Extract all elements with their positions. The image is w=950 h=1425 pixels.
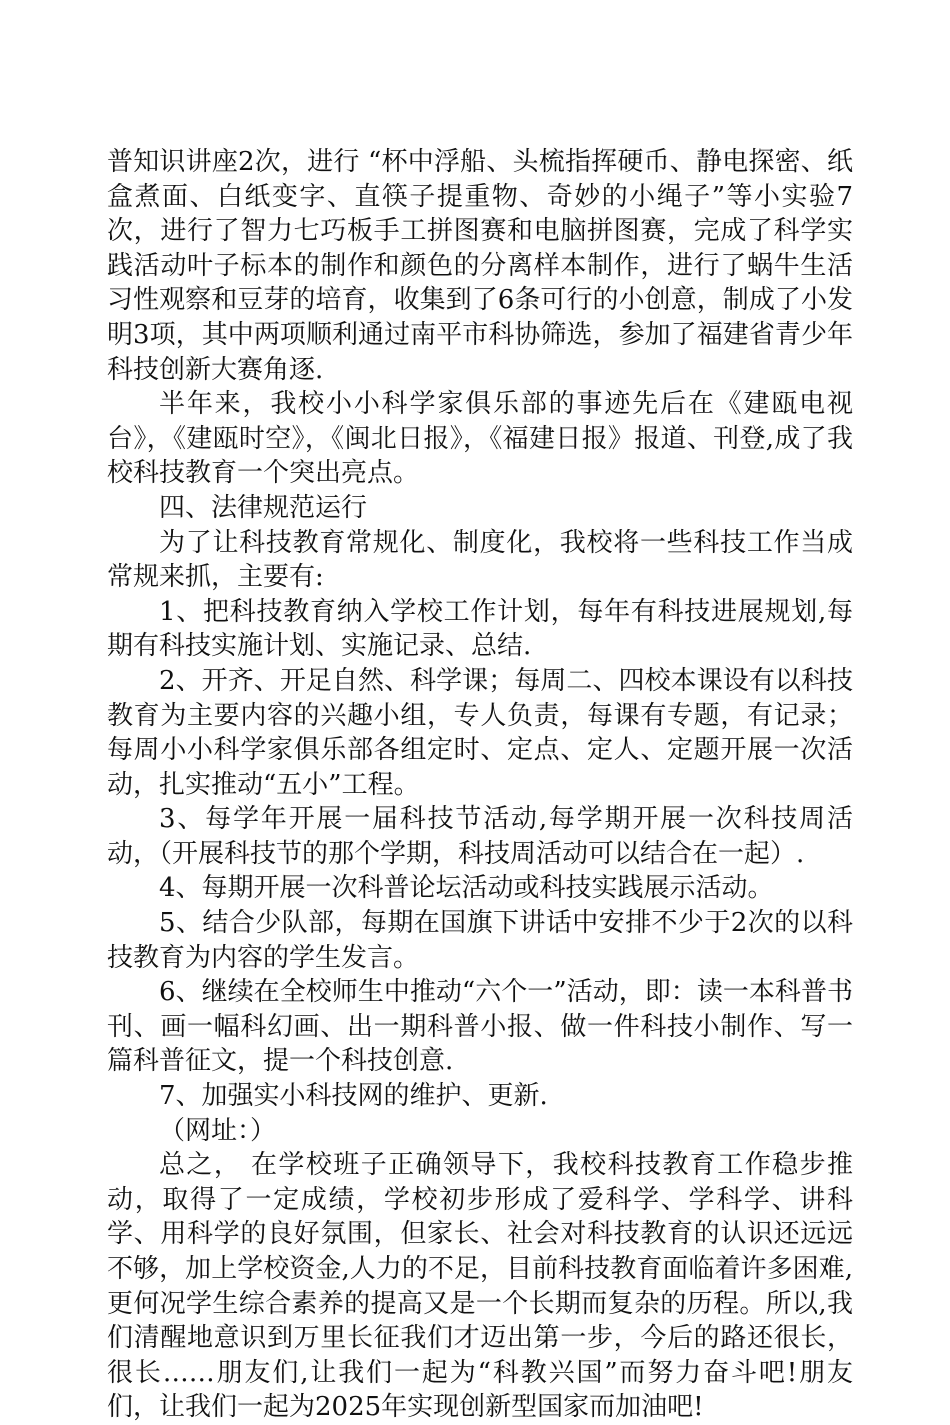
document-body	[107, 145, 853, 1425]
website-note: （网址：）	[159, 1115, 277, 1146]
paragraph-regulation-intro: 为了让科技教育常规化、制度化，我校将一些科技工作当成常规来抓，主要有:	[107, 527, 853, 593]
list-item-5: 5、结合少队部，每期在国旗下讲话中安排不少于2次的以科技教育为内容的学生发言。	[107, 908, 853, 973]
list-item-4: 4、每期开展一次科普论坛活动或科技实践展示活动。	[159, 873, 774, 904]
section-heading-regulation: 四、法律规范运行	[159, 492, 368, 523]
paragraph-conclusion: 总之， 在学校班子正确领导下，我校科技教育工作稳步推动，取得了一定成绩，学校初步形成了爱科学、学科学、讲科学、用科学的良好氛围，但家长、社会对科技教育的认识还远远不够，加上学校资金,人力的不足，目前科技教育面临着许多困难,更何况学生综合素养的提高又是一个长期而复杂的历程。所以,我们清醒地意识到万里长征我们才迈出第一步，今后的路还很长，很长……朋友们,让我们一起为“科教兴国”而努力奋斗吧!朋友们，让我们一起为2025年实现创新型国家而加油吧!	[107, 1150, 853, 1423]
list-item-7: 7、加强实小科技网的维护、更新.	[159, 1081, 548, 1112]
paragraph-science-activities: 普知识讲座2次，进行 “杯中浮船、头梳指挥硬币、静电探密、纸盒煮面、白纸变字、直筷子提重物、奇妙的小绳子”等小实验7次，进行了智力七巧板手工拼图赛和电脑拼图赛，完成了科学实践活动叶子标本的制作和颜色的分离样本制作，进行了蜗牛生活习性观察和豆芽的培育，收集到了6条可行的小创意，制成了小发明3项，其中两项顺利通过南平市科协筛选，参加了福建省青少年科技创新大赛角逐.	[107, 147, 853, 385]
list-item-1: 1、把科技教育纳入学校工作计划，每年有科技进展规划,每期有科技实施计划、实施记录、总结.	[107, 596, 853, 662]
list-item-2: 2、开齐、开足自然、科学课；每周二、四校本课设有以科技教育为主要内容的兴趣小组，专人负责，每课有专题，有记录；每周小小科学家俱乐部各组定时、定点、定人、定题开展一次活动，扎实推动“五小”工程。	[107, 665, 853, 800]
paragraph-media-reports: 半年来，我校小小科学家俱乐部的事迹先后在《建瓯电视台》，《建瓯时空》，《闽北日报》，《福建日报》报道、刊登,成了我校科技教育一个突出亮点。	[107, 389, 853, 489]
list-item-3: 3、每学年开展一届科技节活动,每学期开展一次科技周活动，（开展科技节的那个学期，科技周活动可以结合在一起）.	[107, 804, 853, 869]
list-item-6: 6、继续在全校师生中推动“六个一”活动，即：读一本科普书刊、画一幅科幻画、出一期科普小报、做一件科技小制作、写一篇科普征文，提一个科技创意.	[107, 977, 853, 1077]
